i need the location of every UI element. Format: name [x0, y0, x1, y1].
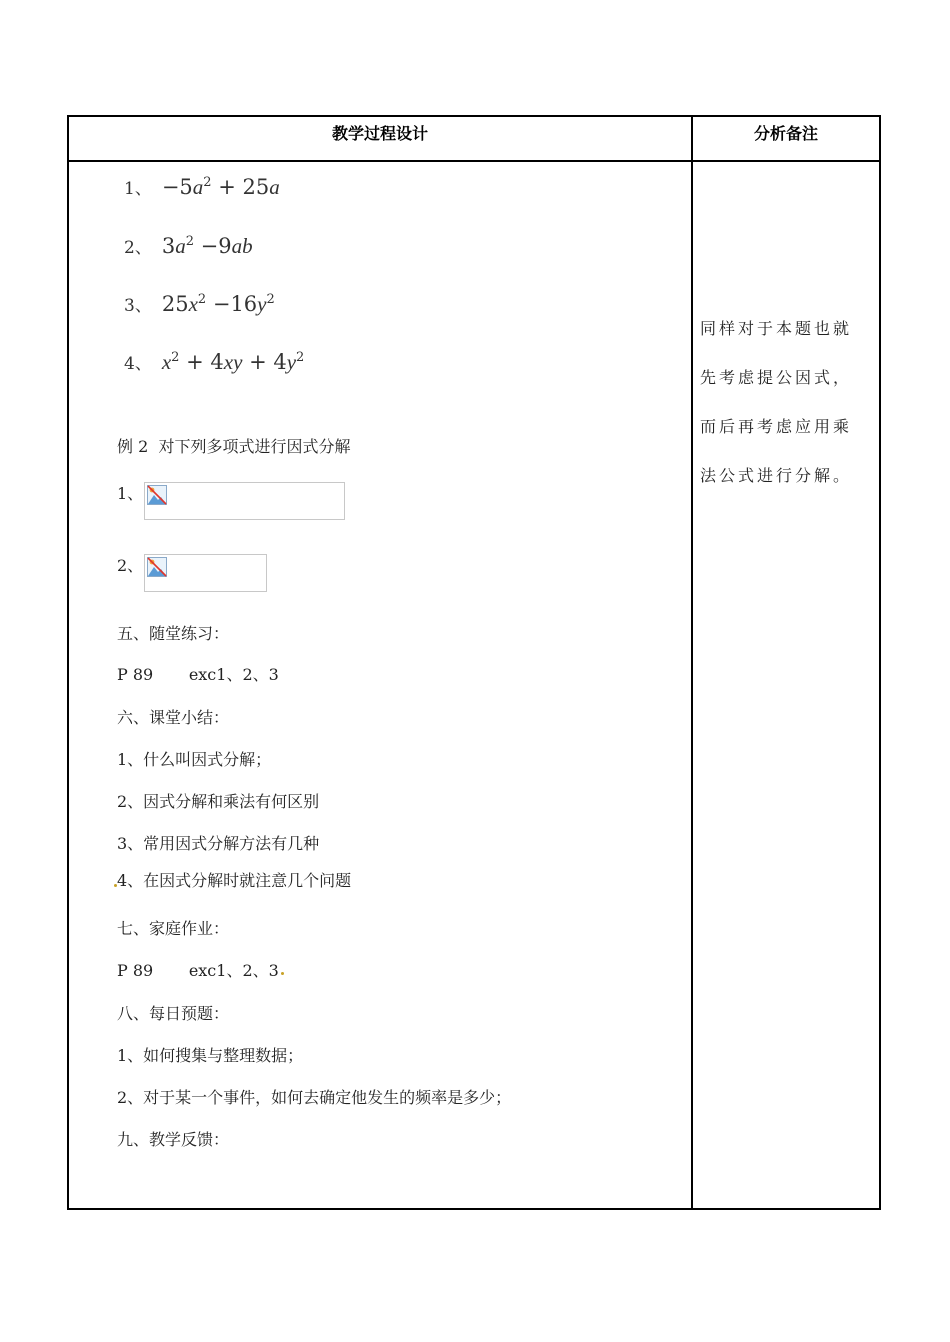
preview-item-2: 2、对于某一个事件，如何去确定他发生的频率是多少； — [117, 1088, 512, 1107]
summary-item-2: 2、因式分解和乘法有何区别 — [117, 792, 320, 811]
homework-reference: P 89 exc1、2、3 — [117, 961, 279, 980]
preview-item-1: 1、如何搜集与整理数据； — [117, 1046, 304, 1065]
equation-3: 3、 $25x^2 -16y^2$ — [124, 292, 275, 316]
header-analysis-notes: 分析备注 — [753, 124, 818, 143]
note-line-2: 先考虑提公因式， — [700, 368, 853, 387]
formula-image-placeholder-1 — [144, 482, 345, 520]
equation-2: 2、 $3a^2 -9ab$ — [124, 234, 253, 258]
broken-image-icon — [147, 485, 167, 505]
preview-title: 八、每日预题： — [117, 1004, 230, 1023]
summary-item-3: 3、常用因式分解方法有几种 — [117, 834, 320, 853]
note-line-3: 而后再考虑应用乘 — [700, 417, 853, 436]
formula-image-placeholder-2 — [144, 554, 267, 592]
marker-dot — [281, 972, 284, 975]
practice-reference: P 89 exc1、2、3 — [117, 665, 279, 684]
example-2-item-2-label: 2、 — [117, 556, 144, 575]
homework-title: 七、家庭作业： — [117, 919, 230, 938]
note-line-4: 法公式进行分解。 — [700, 466, 853, 485]
summary-item-4: 4、在因式分解时就注意几个问题 — [117, 871, 352, 890]
summary-item-1: 1、什么叫因式分解； — [117, 750, 272, 769]
header-divider — [69, 160, 879, 162]
example-2-item-1-label: 1、 — [117, 484, 144, 503]
header-teaching-process: 教学过程设计 — [331, 124, 428, 143]
summary-title: 六、课堂小结： — [117, 708, 230, 727]
equation-1: 1、 $-5a^2 + 25a$ — [124, 175, 280, 199]
equation-4: 4、 $x^2 + 4xy + 4y^2$ — [124, 350, 305, 374]
column-divider — [691, 117, 693, 1208]
broken-image-icon — [147, 557, 167, 577]
feedback-title: 九、教学反馈： — [117, 1130, 230, 1149]
note-line-1: 同样对于本题也就 — [700, 319, 853, 338]
example-2-title: 例 2 对下列多项式进行因式分解 — [117, 437, 351, 456]
practice-title: 五、随堂练习： — [117, 624, 230, 643]
